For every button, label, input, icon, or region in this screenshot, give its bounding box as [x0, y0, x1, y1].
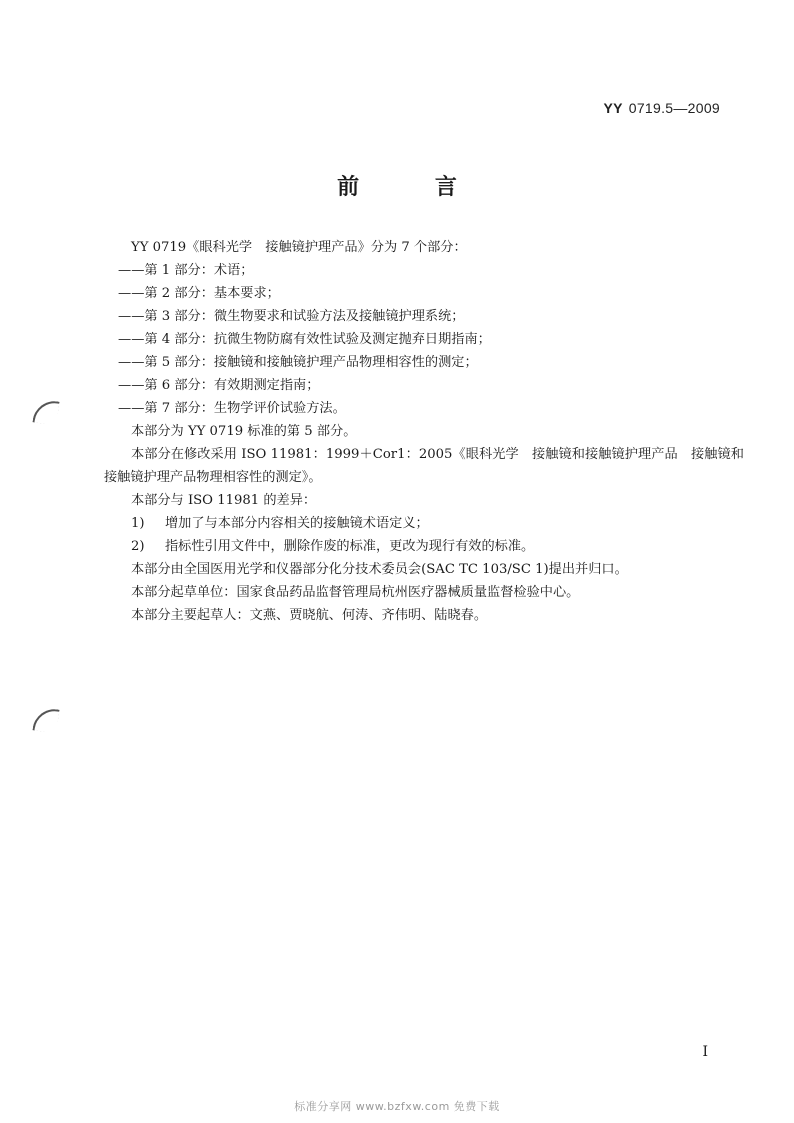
drafters-paragraph: 本部分主要起草人：文燕、贾晓航、何涛、齐伟明、陆晓春。 — [131, 608, 488, 623]
part-item: ——第 4 部分：抗微生物防腐有效性试验及测定抛弃日期指南； — [118, 332, 491, 347]
difference-text: 指标性引用文件中，删除作废的标准，更改为现行有效的标准。 — [165, 539, 535, 554]
differences-intro: 本部分与 ISO 11981 的差异： — [131, 493, 317, 508]
intro-paragraph: YY 0719《眼科光学 接触镜护理产品》分为 7 个部分： — [131, 240, 467, 255]
drafting-unit-paragraph: 本部分起草单位：国家食品药品监督管理局杭州医疗器械质量监督检验中心。 — [131, 585, 580, 600]
foreword-body — [104, 236, 744, 627]
document-number: 0719.5—2009 — [628, 100, 720, 116]
part-item: ——第 1 部分：术语； — [118, 263, 254, 278]
part-item: ——第 7 部分：生物学评价试验方法。 — [118, 401, 346, 416]
difference-number: 2) — [131, 539, 145, 554]
part-item: ——第 6 部分：有效期测定指南； — [118, 378, 320, 393]
difference-item — [104, 512, 744, 535]
binding-hole-mark — [32, 398, 59, 425]
document-prefix: YY — [603, 100, 623, 116]
proposed-by-paragraph: 本部分由全国医用光学和仪器部分化分技术委员会(SAC TC 103/SC 1)提出并归口。 — [131, 562, 628, 577]
part-item: ——第 5 部分：接触镜和接触镜护理产品物理相容性的测定； — [118, 355, 478, 370]
adoption-paragraph: 本部分在修改采用 ISO 11981：1999＋Cor1：2005《眼科光学 接触镜和接触镜护理产品 接触镜和接触镜护理产品物理相容性的测定》。 — [104, 447, 744, 485]
difference-text: 增加了与本部分内容相关的接触镜术语定义； — [165, 516, 429, 531]
part-item: ——第 2 部分：基本要求； — [118, 286, 280, 301]
page-title: 前 言 — [337, 175, 491, 200]
part-item: ——第 3 部分：微生物要求和试验方法及接触镜护理系统； — [118, 309, 465, 324]
part-of-paragraph: 本部分为 YY 0719 标准的第 5 部分。 — [131, 424, 357, 439]
watermark-text: 标准分享网 www.bzfxw.com 免费下载 — [294, 1100, 500, 1113]
difference-number: 1) — [131, 516, 145, 531]
document-code — [603, 100, 720, 116]
page-number: I — [702, 1044, 708, 1060]
binding-hole-mark — [32, 706, 59, 733]
difference-item — [104, 535, 744, 558]
